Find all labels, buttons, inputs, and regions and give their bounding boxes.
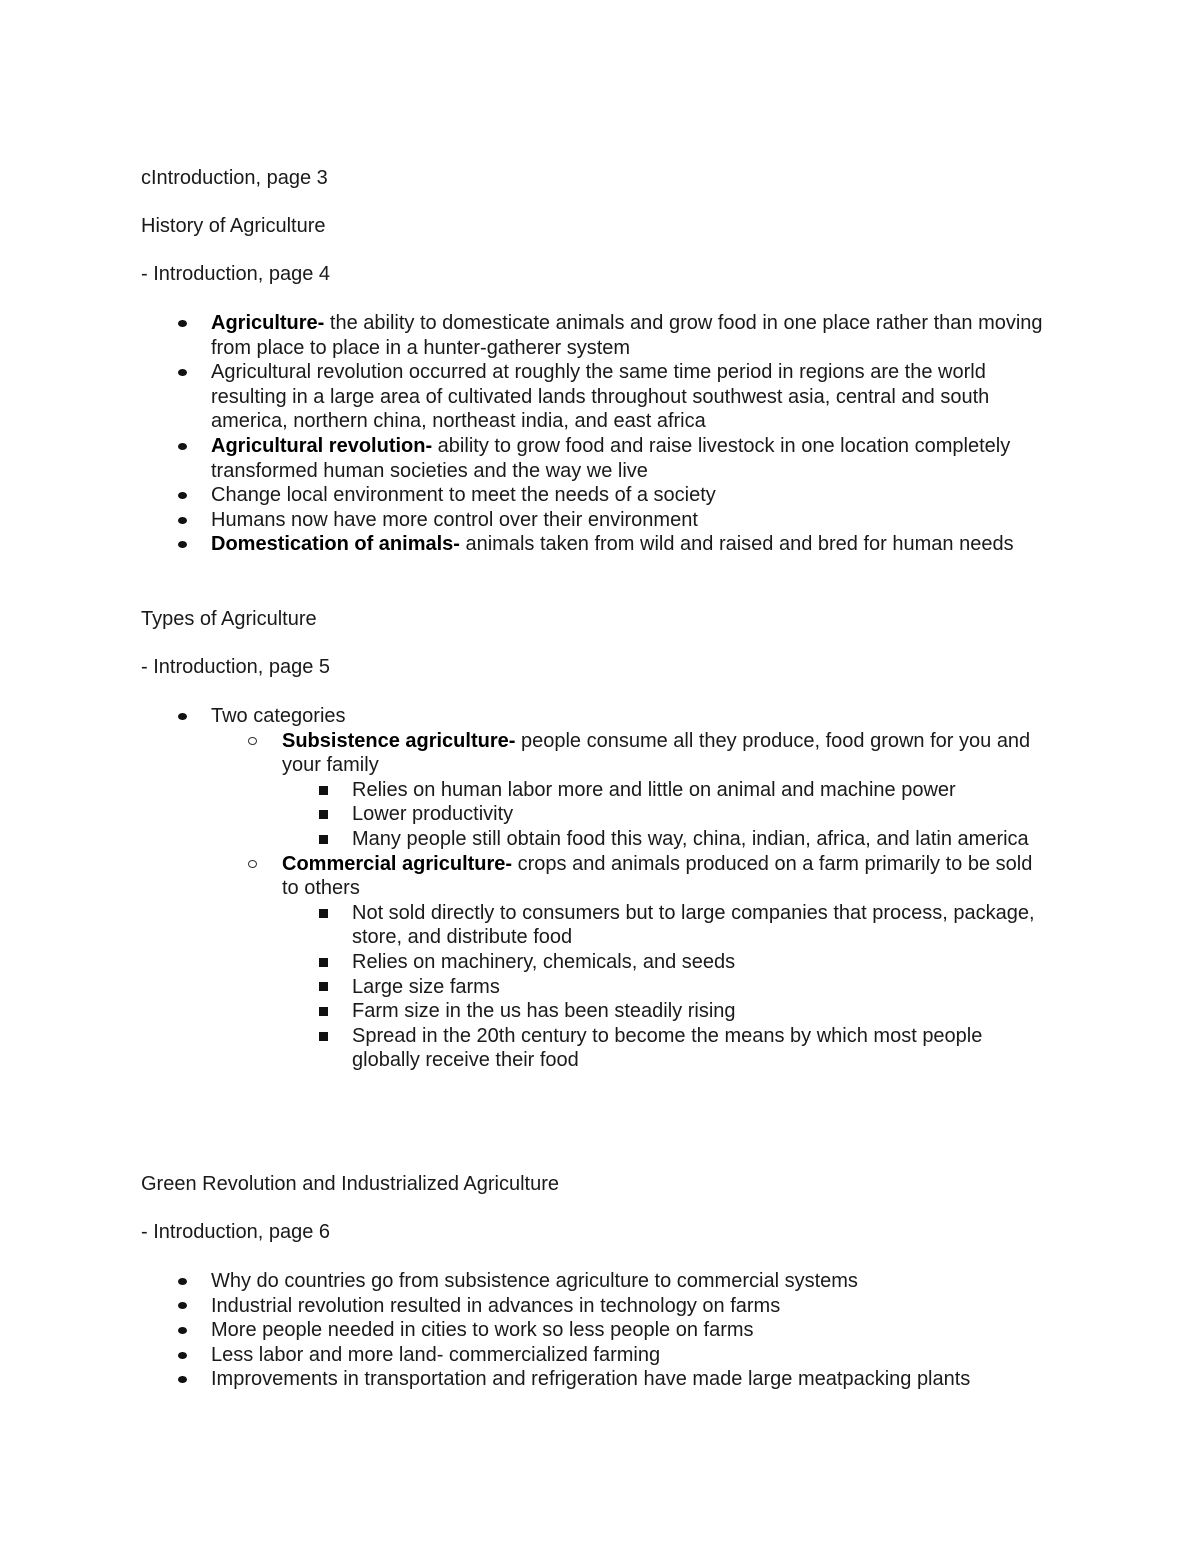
item-text: Change local environment to meet the needs of a society [211, 484, 716, 507]
item-text: Relies on human labor more and little on animal and machine power [352, 778, 956, 801]
item-text: Industrial revolution resulted in advances in technology on farms [211, 1294, 781, 1317]
term: Agriculture- [211, 312, 325, 334]
list-item [141, 1343, 1050, 1368]
list-item [141, 1367, 1050, 1392]
list-item [141, 360, 1050, 434]
section-subtitle-green-revolution: - Introduction, page 6 [141, 1221, 331, 1243]
list-item [141, 1269, 1050, 1294]
item-text: Humans now have more control over their environment [211, 508, 698, 531]
list-item [141, 311, 1050, 360]
filled-bullet-icon [175, 360, 189, 385]
term: Commercial agriculture- [282, 852, 513, 875]
filled-bullet-icon [175, 434, 189, 459]
square-bullet-icon [316, 975, 330, 1000]
list-item [141, 901, 1050, 950]
list-item [141, 704, 1050, 729]
filled-bullet-icon [175, 483, 189, 508]
term: Subsistence agriculture- [282, 729, 516, 752]
list-item [141, 1294, 1050, 1319]
item-text: Farm size in the us has been steadily rising [352, 1000, 736, 1023]
square-bullet-icon [316, 950, 330, 975]
section-title-history: History of Agriculture [141, 215, 326, 237]
filled-bullet-icon [175, 704, 189, 729]
item-text: Many people still obtain food this way, china, indian, africa, and latin america [352, 827, 1029, 850]
list-item [141, 1318, 1050, 1343]
item-text: Why do countries go from subsistence agriculture to commercial systems [211, 1270, 858, 1292]
definition: animals taken from wild and raised and bred for human needs [459, 533, 1014, 556]
item-text: Lower productivity [352, 803, 514, 826]
list-item [141, 434, 1050, 483]
list-item [141, 999, 1050, 1024]
item-text: Spread in the 20th century to become the means by which most people globally receive their food [352, 1024, 983, 1072]
filled-bullet-icon [175, 532, 189, 557]
list-item [141, 975, 1050, 1000]
list-item [141, 1024, 1050, 1073]
filled-bullet-icon [175, 1269, 189, 1294]
list-item [141, 483, 1050, 508]
square-bullet-icon [316, 999, 330, 1024]
history-bullet-list [141, 311, 1050, 557]
page-header: cIntroduction, page 3 [141, 167, 328, 189]
definition: the ability to domesticate animals and grow food in one place rather than moving from place to place in a hunter-gatherer system [211, 312, 1043, 359]
list-item [141, 802, 1050, 827]
square-bullet-icon [316, 1024, 330, 1049]
square-bullet-icon [316, 778, 330, 803]
item-text: Relies on machinery, chemicals, and seeds [352, 950, 736, 973]
item-text: Less labor and more land- commercialized farming [211, 1343, 661, 1366]
hollow-circle-bullet-icon [245, 852, 259, 877]
term: Domestication of animals- [211, 533, 460, 556]
definition: crops and animals produced on a farm primarily to be sold to others [282, 852, 1033, 900]
item-text: Agricultural revolution occurred at roughly the same time period in regions are the world resulting in a large area of cultivated lands throughout southwest asia, central and south america, northern china, northeast india, and east africa [211, 361, 990, 433]
list-item [141, 950, 1050, 975]
filled-bullet-icon [175, 508, 189, 533]
item-text: Improvements in transportation and refrigeration have made large meatpacking plants [211, 1368, 971, 1391]
section-subtitle-types: - Introduction, page 5 [141, 656, 331, 678]
types-bullet-list [141, 704, 1050, 1073]
item-text: More people needed in cities to work so less people on farms [211, 1319, 754, 1342]
green-revolution-bullet-list [141, 1269, 1050, 1392]
list-item [141, 729, 1050, 778]
definition: ability to grow food and raise livestock in one location completely transformed human societies and the way we live [211, 434, 1011, 482]
square-bullet-icon [316, 827, 330, 852]
item-text: Two categories [211, 705, 346, 727]
list-item [141, 852, 1050, 901]
filled-bullet-icon [175, 1343, 189, 1368]
section-subtitle-history: - Introduction, page 4 [141, 263, 331, 285]
section-title-types: Types of Agriculture [141, 608, 317, 630]
definition: people consume all they produce, food grown for you and your family [282, 729, 1031, 777]
square-bullet-icon [316, 802, 330, 827]
list-item [141, 508, 1050, 533]
filled-bullet-icon [175, 1318, 189, 1343]
section-title-green-revolution: Green Revolution and Industrialized Agriculture [141, 1173, 560, 1195]
filled-bullet-icon [175, 1367, 189, 1392]
item-text: Not sold directly to consumers but to large companies that process, package, store, and distribute food [352, 901, 1035, 949]
term: Agricultural revolution- [211, 434, 433, 457]
item-text: Large size farms [352, 975, 500, 998]
list-item [141, 778, 1050, 803]
filled-bullet-icon [175, 311, 189, 336]
list-item [141, 532, 1050, 557]
filled-bullet-icon [175, 1294, 189, 1319]
list-item [141, 827, 1050, 852]
hollow-circle-bullet-icon [245, 729, 259, 754]
square-bullet-icon [316, 901, 330, 926]
